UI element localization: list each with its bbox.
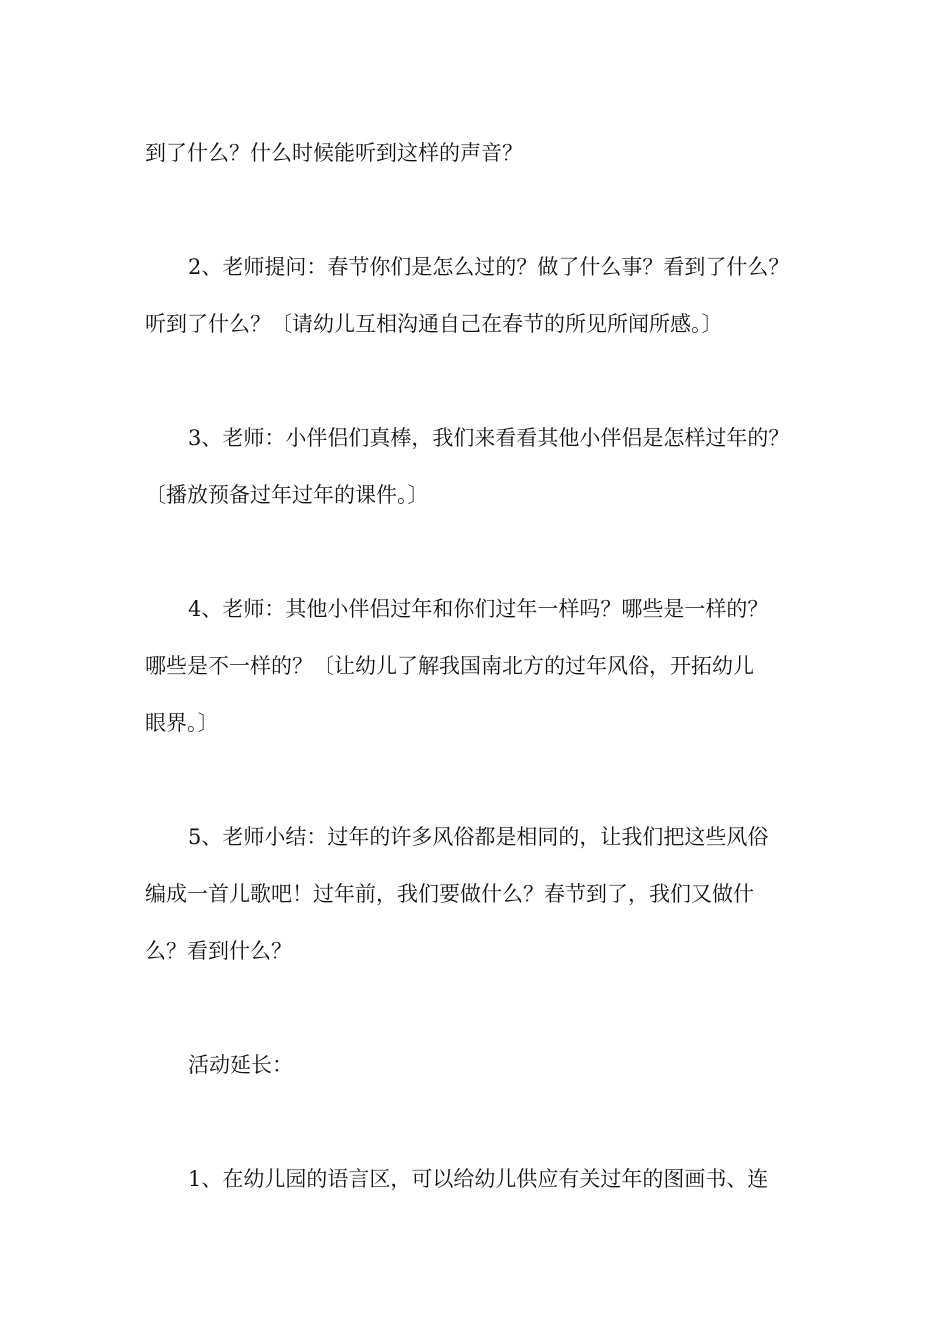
paragraph-line: 么？看到什么？ — [145, 939, 292, 963]
paragraph-line: 4、老师：其他小伴侣过年和你们过年一样吗？哪些是一样的？ — [188, 597, 769, 621]
paragraph-line: 5、老师小结：过年的许多风俗都是相同的，让我们把这些风俗 — [188, 825, 769, 849]
paragraph-line: 1、在幼儿园的语言区，可以给幼儿供应有关过年的图画书、连 — [188, 1167, 769, 1191]
paragraph-line: 听到了什么？〔请幼儿互相沟通自己在春节的所见所闻所感。〕 — [145, 312, 723, 336]
paragraph-line: 编成一首儿歌吧！过年前，我们要做什么？春节到了，我们又做什 — [145, 882, 754, 906]
paragraph-line: 〔播放预备过年过年的课件。〕 — [145, 483, 429, 507]
paragraph-line: 2、老师提问：春节你们是怎么过的？做了什么事？看到了什么？ — [188, 255, 790, 279]
paragraph-line: 眼界。〕 — [145, 711, 219, 735]
paragraph-line: 3、老师：小伴侣们真棒，我们来看看其他小伴侣是怎样过年的？ — [188, 426, 790, 450]
paragraph-line: 到了什么？什么时候能听到这样的声音？ — [145, 141, 523, 165]
section-heading: 活动延长： — [188, 1053, 293, 1077]
paragraph-line: 哪些是不一样的？〔让幼儿了解我国南北方的过年风俗，开拓幼儿 — [145, 654, 754, 678]
